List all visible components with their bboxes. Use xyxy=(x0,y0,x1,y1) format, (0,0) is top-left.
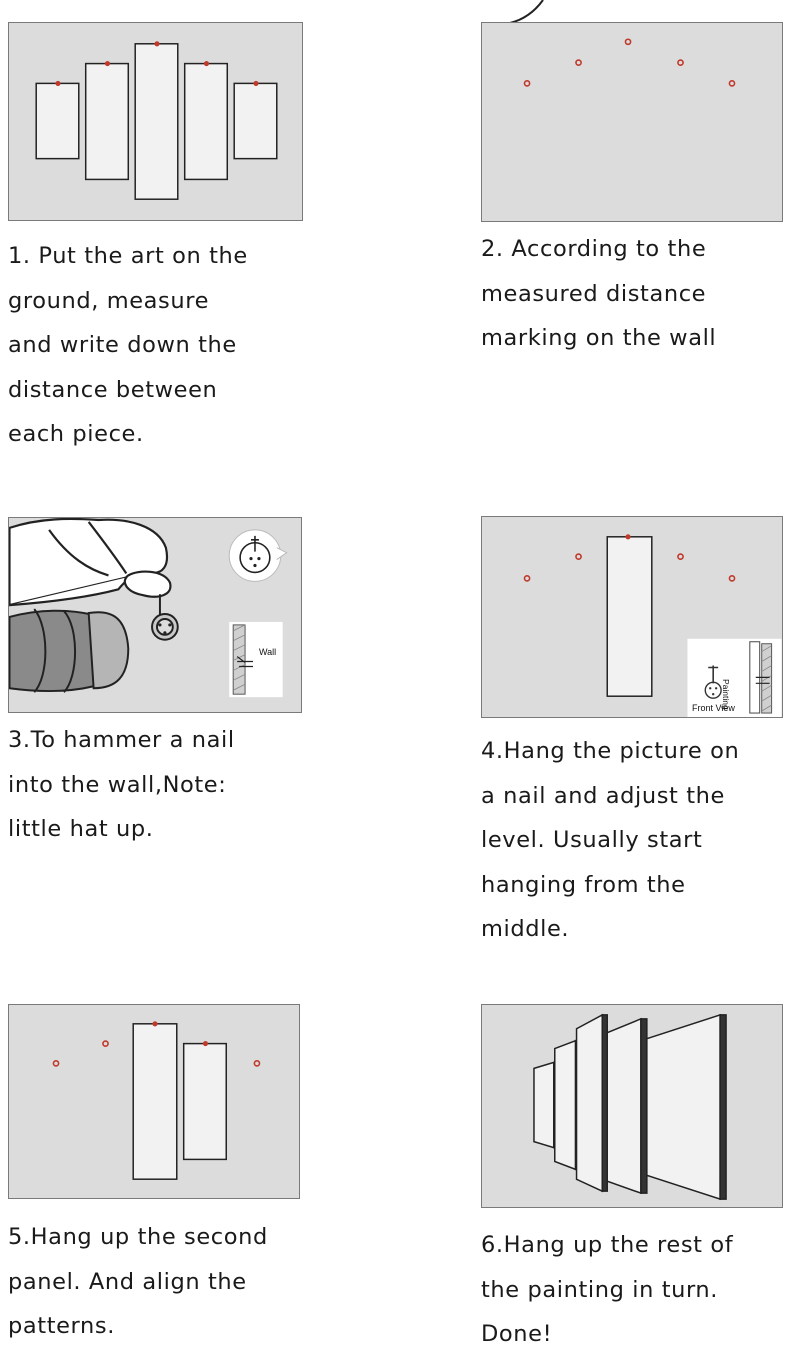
wall-mark xyxy=(729,576,734,581)
hanging-point-marker xyxy=(105,61,110,66)
canvas-piece xyxy=(607,537,652,696)
step-2-illustration xyxy=(481,22,783,222)
hook-detail-icon xyxy=(229,530,286,581)
wall-mark xyxy=(576,60,581,65)
hammer-icon xyxy=(10,609,129,692)
canvas-layout-diagram xyxy=(9,23,302,220)
canvas-piece xyxy=(86,64,129,180)
step-1-illustration xyxy=(8,22,303,221)
canvas-piece xyxy=(534,1062,554,1147)
canvas-piece xyxy=(607,1019,641,1193)
step-6-caption: 6.Hang up the rest of the painting in turn. Done! xyxy=(481,1232,734,1347)
wall-mark xyxy=(524,576,529,581)
wall-mark xyxy=(53,1061,58,1066)
hanging-point-marker xyxy=(55,81,60,86)
wall-markings-diagram xyxy=(482,23,782,221)
hanging-point-marker xyxy=(204,61,209,66)
hanging-point-marker xyxy=(253,81,258,86)
hook-icon xyxy=(152,594,178,640)
canvas-piece xyxy=(720,1015,726,1199)
step-4-caption: 4.Hang the picture on a nail and adjust the level. Usually start hanging from the middle. xyxy=(481,738,740,942)
hanging-point-marker xyxy=(154,41,159,46)
step-5-illustration xyxy=(8,1004,300,1199)
step-6-illustration xyxy=(481,1004,783,1208)
hang-second-panel-diagram xyxy=(9,1005,299,1198)
canvas-piece xyxy=(555,1041,576,1170)
canvas-piece xyxy=(602,1015,607,1191)
wall-mark xyxy=(678,554,683,559)
step-1-caption: 1. Put the art on the ground, measure and write down the distance between each piece. xyxy=(8,243,248,447)
wall-mark xyxy=(678,60,683,65)
front-view-label: Front View xyxy=(692,703,735,713)
hammer-nail-diagram xyxy=(9,518,301,712)
canvas-piece xyxy=(185,64,228,180)
hanging-point-marker xyxy=(152,1021,157,1026)
hanging-point-marker xyxy=(203,1041,208,1046)
wall-mark xyxy=(729,81,734,86)
wall-side-view-icon xyxy=(229,622,282,697)
canvas-piece xyxy=(135,44,178,199)
canvas-piece xyxy=(36,83,79,158)
wall-label: Wall xyxy=(259,647,277,657)
wall-mark xyxy=(103,1041,108,1046)
hang-middle-panel-diagram xyxy=(482,517,782,717)
canvas-piece xyxy=(641,1019,647,1193)
hanging-point-marker xyxy=(625,534,630,539)
step-5-caption: 5.Hang up the second panel. And align the patterns. xyxy=(8,1224,268,1339)
wall-mark xyxy=(625,39,630,44)
canvas-piece xyxy=(647,1015,720,1199)
canvas-piece xyxy=(133,1024,177,1179)
canvas-piece xyxy=(577,1015,603,1191)
step-2-caption: 2. According to the measured distance marking on the wall xyxy=(481,236,717,351)
pencil-stroke-decoration xyxy=(505,0,555,24)
finished-painting-diagram xyxy=(482,1005,782,1207)
canvas-piece xyxy=(234,83,277,158)
wall-mark xyxy=(254,1061,259,1066)
step-3-caption: 3.To hammer a nail into the wall,Note: little hat up. xyxy=(8,727,235,842)
step-4-illustration xyxy=(481,516,783,718)
painting-label: Painting xyxy=(721,679,731,710)
wall-mark xyxy=(576,554,581,559)
hand-icon xyxy=(10,519,171,605)
canvas-piece xyxy=(184,1044,227,1160)
step-3-illustration xyxy=(8,517,302,713)
wall-mark xyxy=(524,81,529,86)
